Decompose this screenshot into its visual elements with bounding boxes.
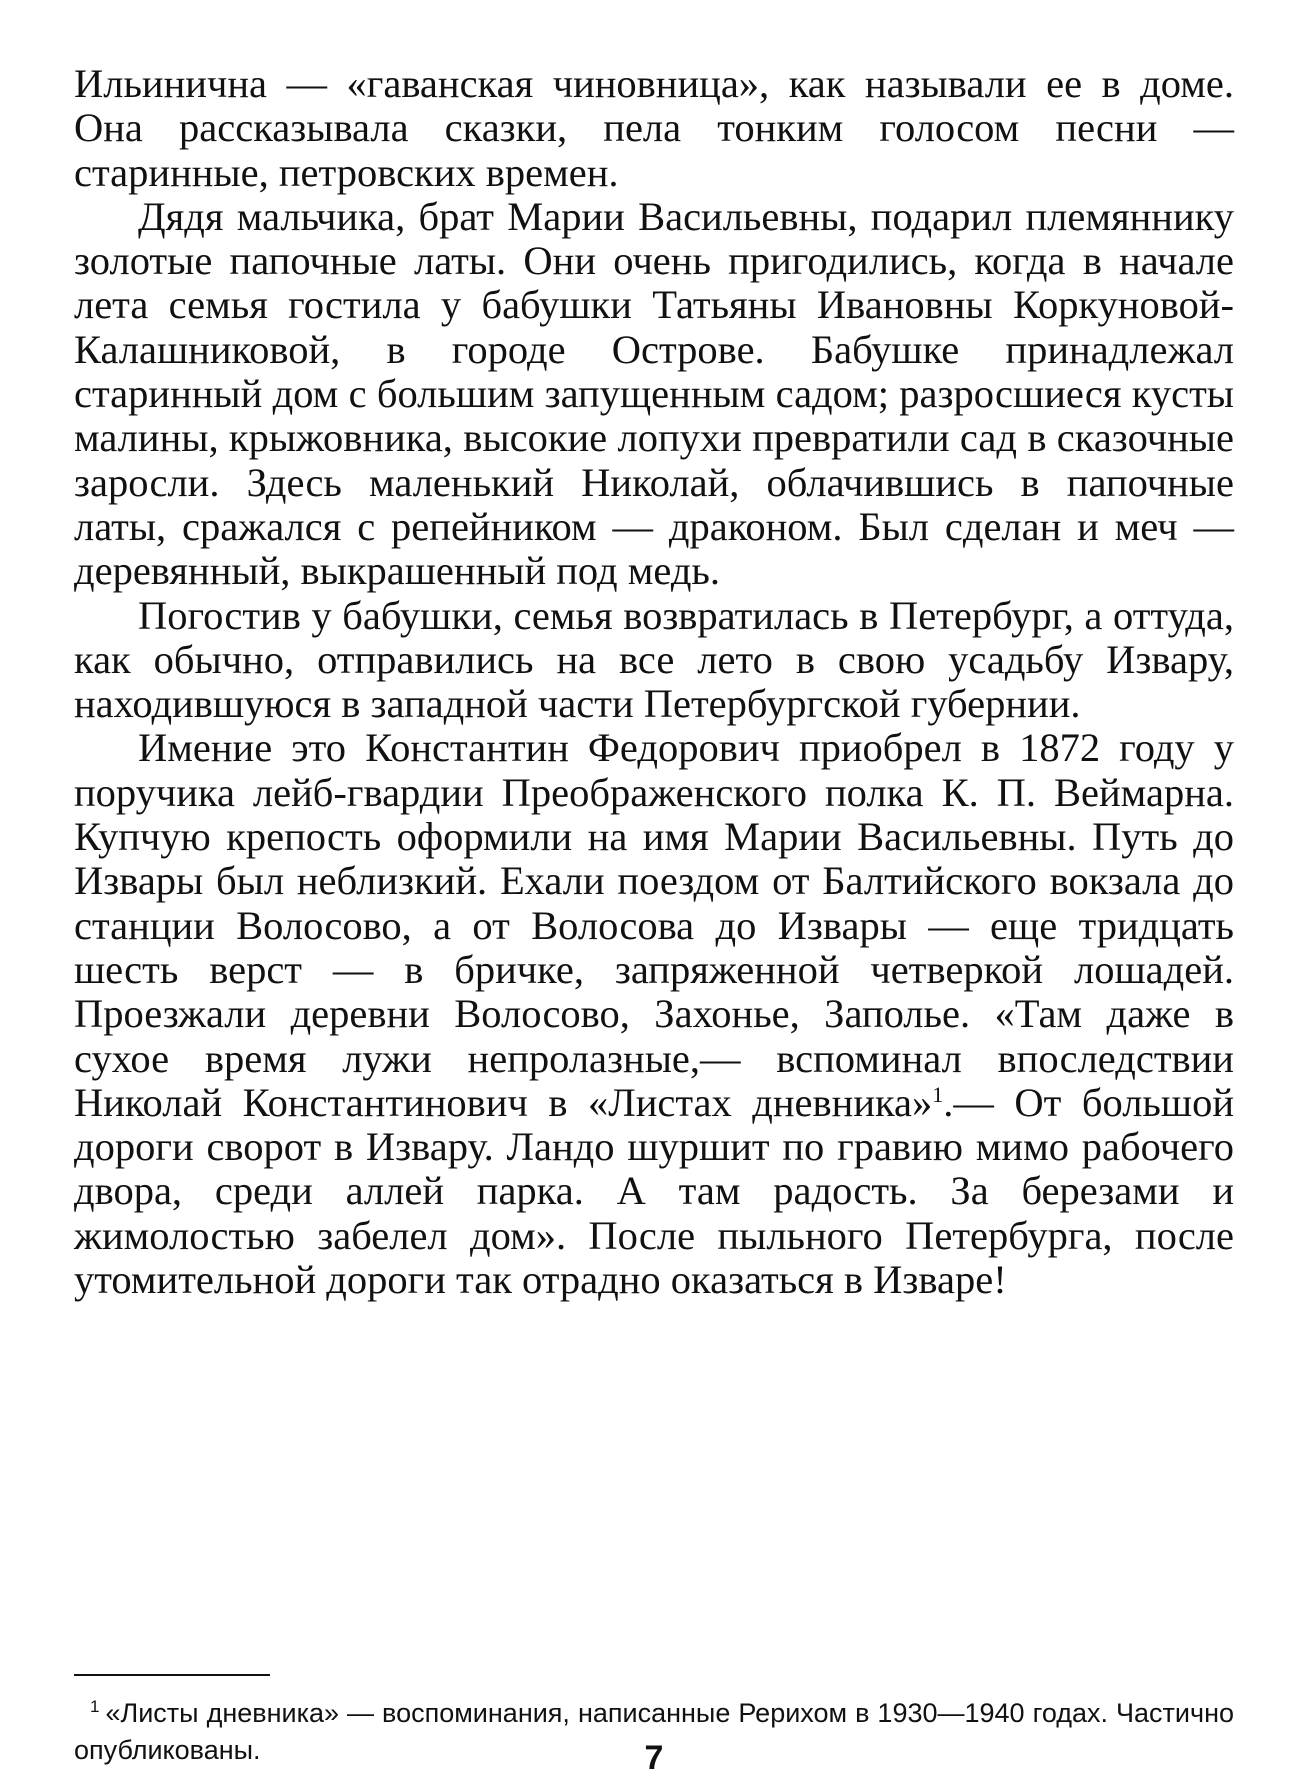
footnote-reference[interactable]: 1 xyxy=(932,1081,944,1107)
paragraph-4-continuation: .— От большой дороги сворот в Извару. Ландо шуршит по гравию мимо рабочего двора, среди аллей парка. А там радость. За березами и жимолостью забелел дом». После пыльного Петербурга, после утомительной дороги так отрадно оказаться в Изваре! xyxy=(74,1079,1235,1303)
paragraph-4 xyxy=(74,726,1234,1302)
footnote-mark: 1 xyxy=(90,1697,100,1716)
main-text xyxy=(74,62,1234,1302)
paragraph-1: Ильинична — «гаванская чиновница», как называли ее в доме. Она рассказывала сказки, пела тонким голосом песни — старинные, петровских времен. xyxy=(74,61,1234,195)
paragraph-2: Дядя мальчика, брат Марии Васильевны, подарил племяннику золотые папочные латы. Они очень пригодились, когда в начале лета семья гостила у бабушки Татьяны Ивановны Коркуновой-Калашниковой, в городе Острове. Бабушке принадлежал старинный дом с большим запущенным садом; разросшиеся кусты малины, крыжовника, высокие лопухи превратили сад в сказочные заросли. Здесь маленький Николай, облачившись в папочные латы, сражался с репейником — драконом. Был сделан и меч — деревянный, выкрашенный под медь. xyxy=(74,193,1234,594)
page-number: 7 xyxy=(644,1739,664,1777)
footnote-divider xyxy=(74,1674,270,1676)
page-content xyxy=(74,62,1234,1302)
paragraph-4-text: Имение это Константин Федорович приобрел в 1872 году у поручика лейб-гвардии Преображенского полка К. П. Веймарна. Купчую крепость оформили на имя Марии Васильевны. Путь до Извары был неблизкий. Ехали поездом от Балтийского вокзала до станции Волосово, а от Волосова до Извары — еще тридцать шесть верст — в бричке, запряженной четверкой лошадей. Проезжали деревни Волосово, Захонье, Заполье. «Там даже в сухое время лужи непролазные,— вспоминал впоследствии Николай Константинович в «Листах дневника» xyxy=(74,725,1234,1125)
paragraph-3: Погостив у бабушки, семья возвратилась в Петербург, а оттуда, как обычно, отправились на все лето в свою усадьбу Извару, находившуюся в западной части Петербургской губернии. xyxy=(74,592,1234,727)
footnote-text: «Листы дневника» — воспоминания, написанные Рерихом в 1930—1940 годах. Частично опубликованы. xyxy=(74,1698,1234,1765)
